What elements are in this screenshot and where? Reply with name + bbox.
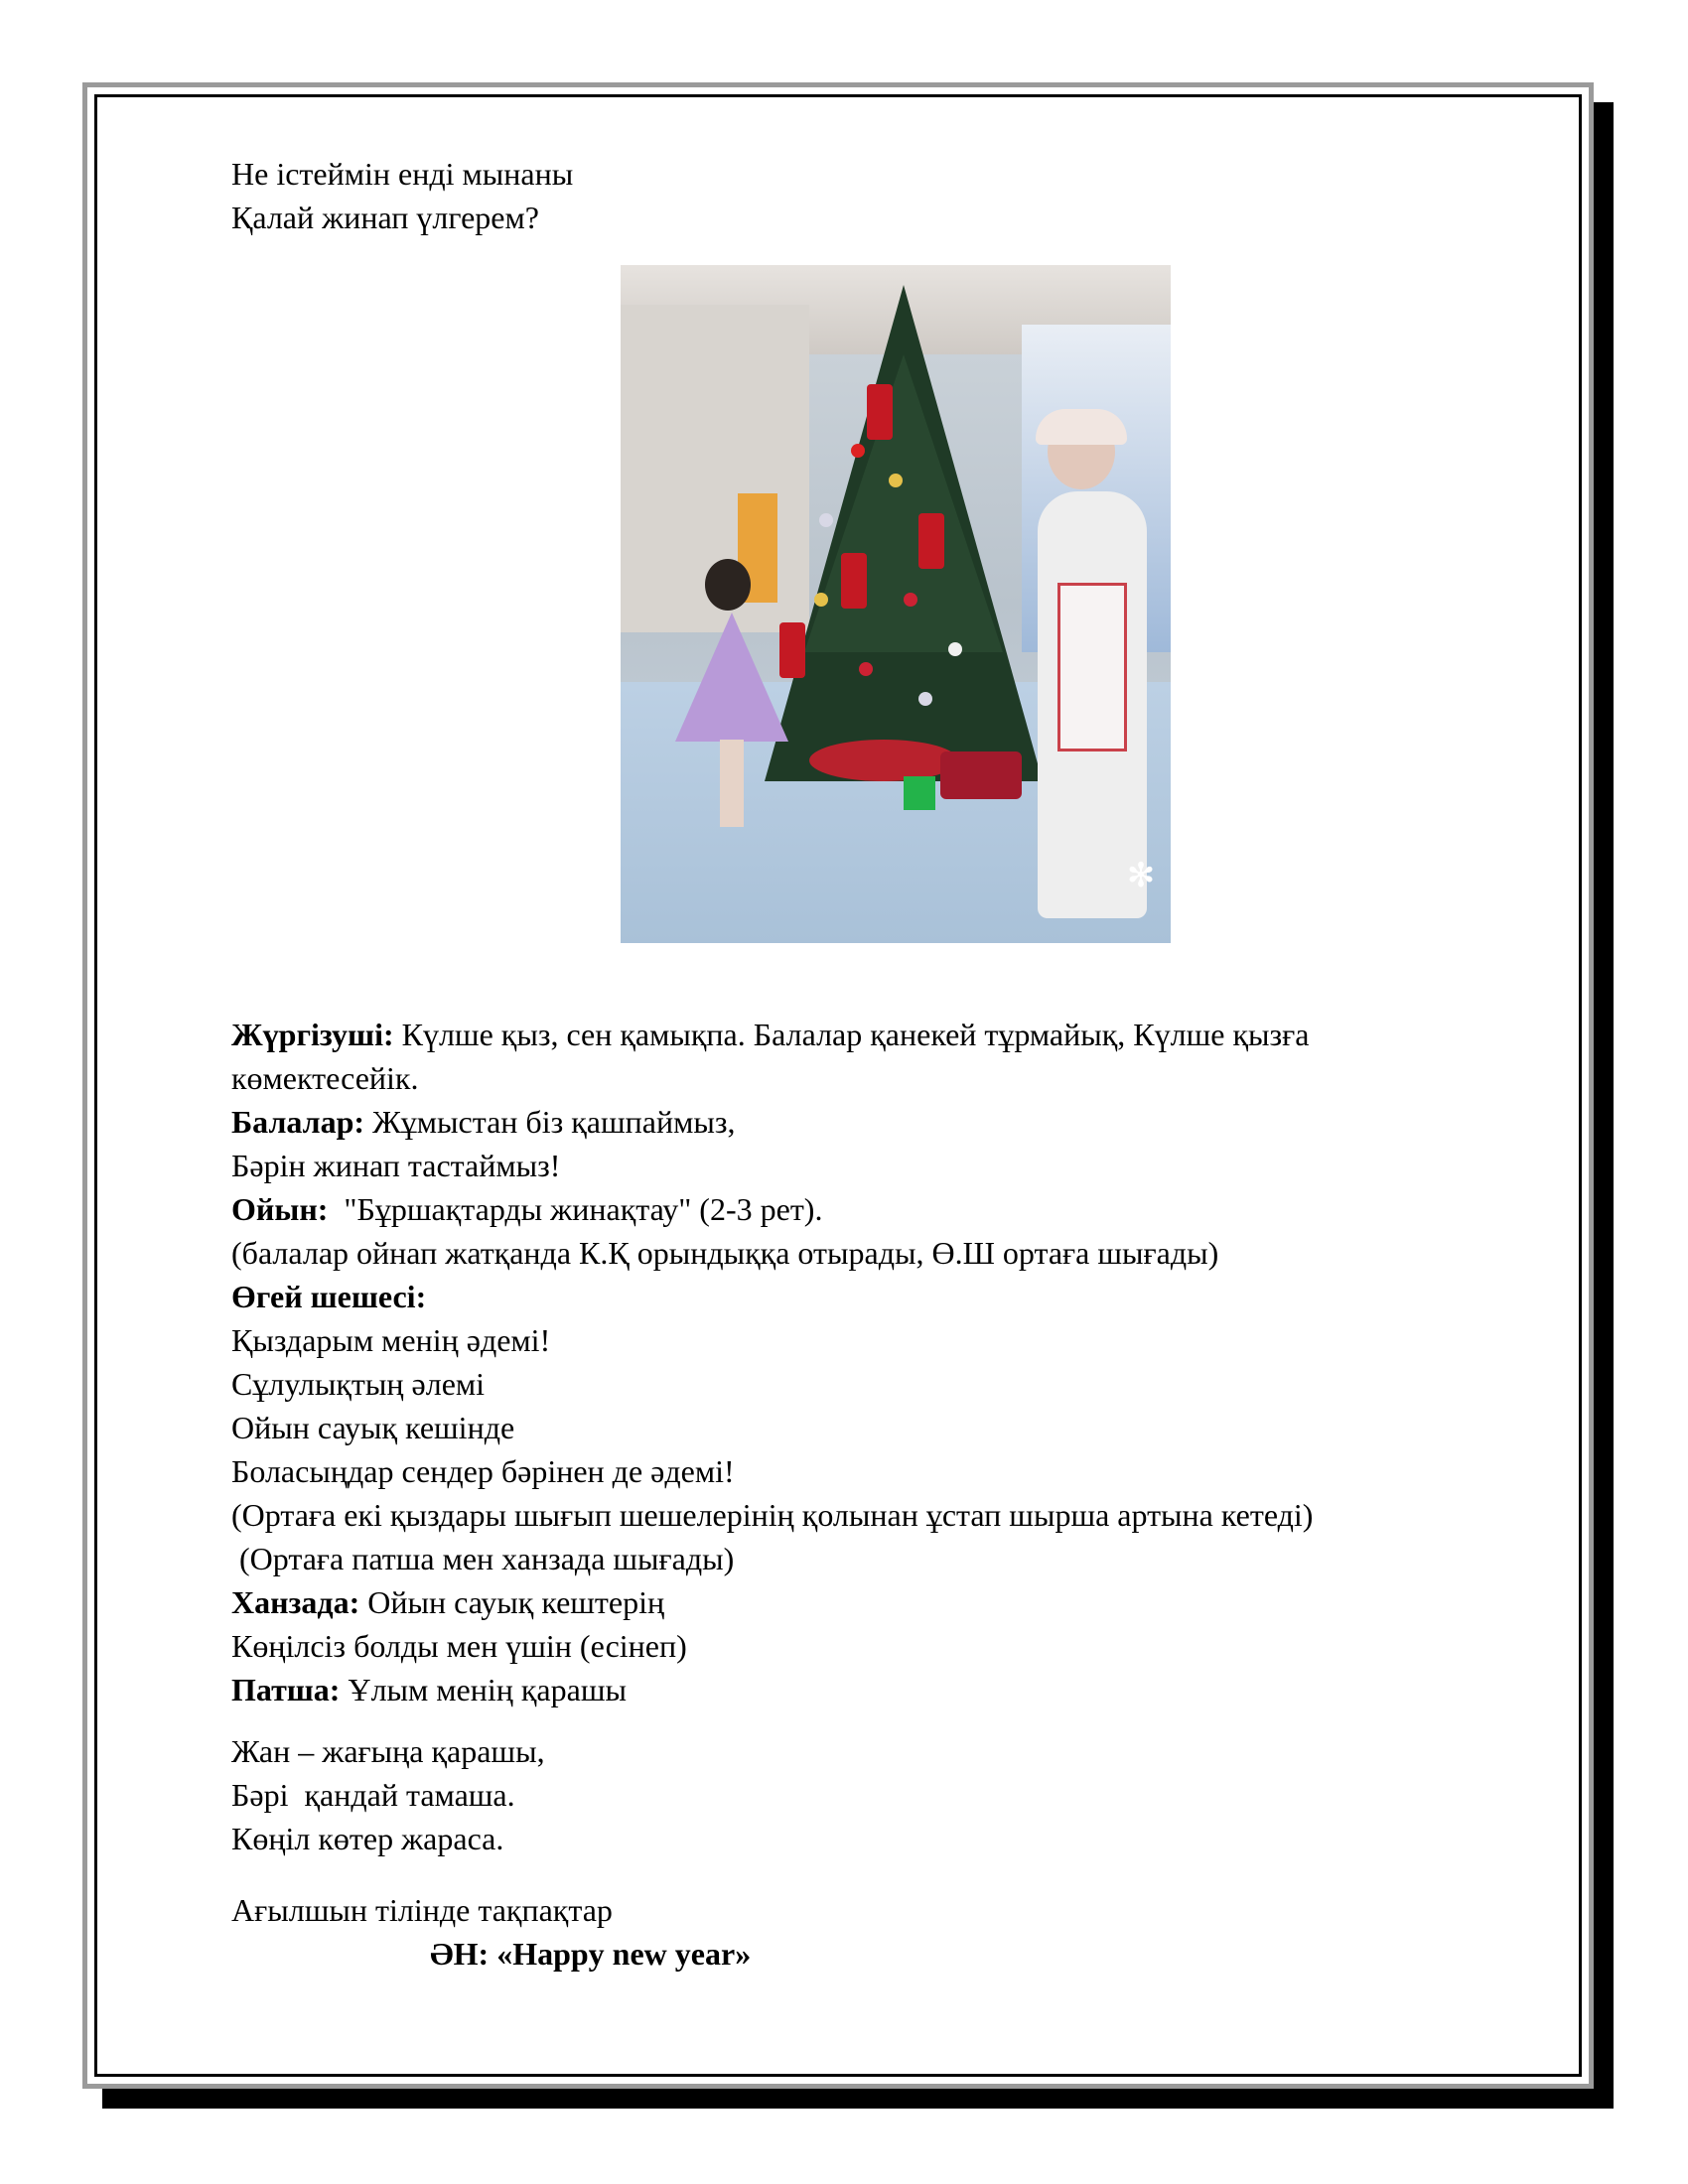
dialogue-line [231,1362,1552,1406]
dialogue-line [231,1144,1552,1187]
photo-christmas-tree-scene: ✻ [621,265,1171,943]
dialogue-line [231,1013,1552,1056]
dialogue-text: Жұмыстан біз қашпаймыз, [364,1104,736,1140]
dialogue-line [231,1318,1552,1362]
poem-line: Көңіл көтер жараса. [231,1821,504,1856]
dialogue-text: Сұлулықтың әлемі [231,1366,486,1402]
speaker-label: Патша: [231,1672,341,1707]
poem-block [231,1729,1552,1860]
dialogue-line [231,1100,1552,1144]
dialogue-text: (Ортаға екі қыздары шығып шешелерінің қолынан ұстап шырша артына кетеді) [231,1497,1314,1533]
dialogue-line [231,1275,1552,1318]
dialogue-text: (балалар ойнап жатқанда К.Қ орындыққа отырады, Ө.Ш ортаға шығады) [231,1235,1219,1271]
dialogue-line [231,1493,1552,1537]
dialogue-line [231,1187,1552,1231]
speaker-label: Ханзада: [231,1584,360,1620]
dialogue-text: көмектесейік. [231,1060,419,1096]
dialogue-text: Бәрін жинап тастаймыз! [231,1148,561,1183]
song-title: ӘН: «Happy new year» [430,1936,752,1972]
poem-line: Бәрі қандай тамаша. [231,1777,515,1813]
dialogue-line [231,1406,1552,1449]
dialogue-line [231,1231,1552,1275]
dialogue-text: (Ортаға патша мен ханзада шығады) [231,1541,735,1576]
dialogue-text: Ұлым менің қарашы [340,1672,627,1707]
speaker-label: Жүргізуші: [231,1017,394,1052]
dialogue-text: Көңілсіз болды мен үшін (есінеп) [231,1628,687,1664]
text-line: Не істеймін енді мынаны [231,156,574,192]
text-line: Қалай жинап үлгерем? [231,200,539,235]
dialogue-line [231,1668,1552,1711]
dialogue-text: Боласыңдар сендер бәрінен де әдемі! [231,1453,735,1489]
closing-line: Ағылшын тілінде тақпақтар [231,1892,613,1928]
speaker-label: Ойын: [231,1191,329,1227]
dialogue-text: "Бұршақтарды жинақтау" (2-3 рет). [328,1191,823,1227]
dialogue-line [231,1449,1552,1493]
dialogue-line [231,1624,1552,1668]
dialogue-text: Ойын сауық кешінде [231,1410,515,1445]
dialogue-line [231,1537,1552,1580]
dialogue-text: Қыздарым менің әдемі! [231,1322,551,1358]
dialogue-block [231,1013,1552,1711]
speaker-label: Өгей шешесі: [231,1279,427,1314]
poem-line: Жан – жағыңа қарашы, [231,1733,545,1769]
document-body [231,152,1552,1976]
dialogue-text: Ойын сауық кештерің [359,1584,665,1620]
speaker-label: Балалар: [231,1104,365,1140]
dialogue-line [231,1580,1552,1624]
dialogue-line [231,1056,1552,1100]
dialogue-text: Күлше қыз, сен қамықпа. Балалар қанекей тұрмайық, Күлше қызға [393,1017,1310,1052]
